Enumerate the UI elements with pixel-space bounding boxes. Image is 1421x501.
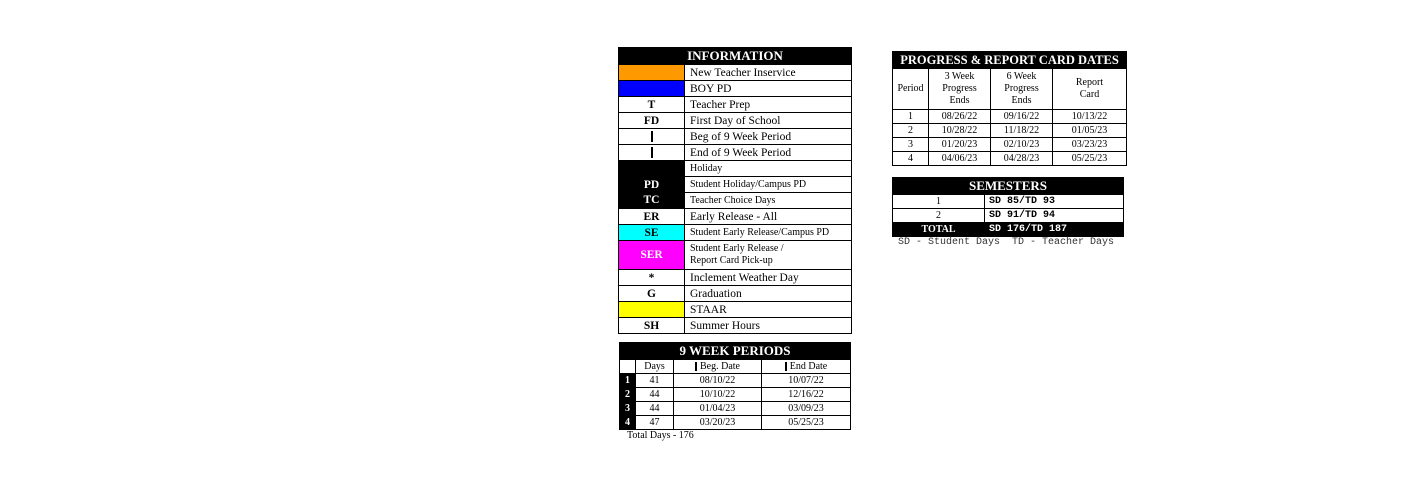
nine-week-title: 9 WEEK PERIODS: [620, 343, 851, 360]
info-code: SER: [619, 241, 685, 270]
nine-week-end-header: [762, 360, 851, 374]
period-beg-date: 01/04/23: [674, 402, 762, 416]
info-row: [619, 81, 852, 97]
period-days: 44: [636, 402, 674, 416]
header-line: Progress: [1004, 83, 1039, 94]
total-days: Total Days - 176: [627, 430, 694, 441]
info-swatch-orange: [619, 65, 685, 81]
info-row: [619, 241, 852, 270]
report-card-date: 01/05/23: [1053, 124, 1127, 138]
progress-report-table: [892, 51, 1127, 166]
info-swatch-yellow: [619, 302, 685, 318]
info-row: [619, 209, 852, 225]
period-number: 2: [620, 388, 636, 402]
semester-total-row: [893, 223, 1124, 237]
period-days: 47: [636, 416, 674, 430]
info-row: [619, 113, 852, 129]
info-row: [619, 270, 852, 286]
info-desc: First Day of School: [685, 113, 852, 129]
info-desc: Inclement Weather Day: [685, 270, 852, 286]
info-swatch-blue: [619, 81, 685, 97]
period-marker-icon: [651, 147, 653, 158]
info-code: TC: [619, 193, 685, 209]
report-card-date: 05/25/23: [1053, 152, 1127, 166]
progress-6week-date: 09/16/22: [991, 110, 1053, 124]
header-line: Ends: [949, 95, 970, 106]
semester-legend: SD - Student Days TD - Teacher Days: [898, 237, 1115, 248]
info-desc: Graduation: [685, 286, 852, 302]
table-row: [893, 195, 1124, 209]
info-desc: Teacher Choice Days: [685, 193, 852, 209]
info-row: [619, 129, 852, 145]
info-code: *: [619, 270, 685, 286]
info-desc: Student Holiday/Campus PD: [685, 177, 852, 193]
header-line: Card: [1079, 89, 1100, 100]
info-swatch-black: [619, 161, 685, 177]
period-end-date: 05/25/23: [762, 416, 851, 430]
progress-3week-date: 01/20/23: [929, 138, 991, 152]
semester-number: 1: [893, 195, 985, 209]
report-card-date: 03/23/23: [1053, 138, 1127, 152]
info-row: [619, 65, 852, 81]
period-marker-icon: [785, 362, 787, 371]
period-beg-date: 03/20/23: [674, 416, 762, 430]
header-line: 6 Week: [1006, 71, 1037, 82]
info-desc: Teacher Prep: [685, 97, 852, 113]
table-row: [893, 110, 1127, 124]
progress-6week-date: 11/18/22: [991, 124, 1053, 138]
nine-week-beg-label: Beg. Date: [700, 361, 740, 372]
nine-week-beg-header: [674, 360, 762, 374]
progress-period: 1: [893, 110, 929, 124]
info-code: [619, 145, 685, 161]
semesters-title: SEMESTERS: [893, 178, 1124, 195]
info-row: [619, 286, 852, 302]
info-desc: BOY PD: [685, 81, 852, 97]
progress-6week-header: [991, 69, 1053, 110]
table-row: [620, 402, 851, 416]
info-row: [619, 145, 852, 161]
info-code: T: [619, 97, 685, 113]
info-code: PD: [619, 177, 685, 193]
period-marker-icon: [695, 362, 697, 371]
info-desc: End of 9 Week Period: [685, 145, 852, 161]
progress-3week-date: 04/06/23: [929, 152, 991, 166]
info-desc: STAAR: [685, 302, 852, 318]
period-number: 3: [620, 402, 636, 416]
nine-week-corner: [620, 360, 636, 374]
info-code: SE: [619, 225, 685, 241]
period-beg-date: 10/10/22: [674, 388, 762, 402]
period-end-date: 12/16/22: [762, 388, 851, 402]
info-desc: Summer Hours: [685, 318, 852, 334]
information-table: [618, 47, 852, 334]
report-card-date: 10/13/22: [1053, 110, 1127, 124]
nine-week-header-row: [620, 360, 851, 374]
info-row: [619, 193, 852, 209]
info-desc: Beg of 9 Week Period: [685, 129, 852, 145]
info-code: ER: [619, 209, 685, 225]
progress-title: PROGRESS & REPORT CARD DATES: [893, 52, 1127, 69]
info-desc: [685, 241, 852, 270]
info-row: [619, 161, 852, 177]
info-row: [619, 177, 852, 193]
nine-week-end-label: End Date: [789, 361, 828, 372]
progress-3week-date: 08/26/22: [929, 110, 991, 124]
header-line: 3 Week: [944, 71, 975, 82]
progress-period: 4: [893, 152, 929, 166]
info-desc-line: Student Early Release /: [690, 243, 784, 254]
table-row: [893, 138, 1127, 152]
period-end-date: 03/09/23: [762, 402, 851, 416]
info-code: FD: [619, 113, 685, 129]
progress-6week-date: 02/10/23: [991, 138, 1053, 152]
nine-week-periods-table: [619, 342, 851, 430]
period-beg-date: 08/10/22: [674, 374, 762, 388]
table-row: [620, 416, 851, 430]
info-row: [619, 225, 852, 241]
information-title: INFORMATION: [619, 48, 852, 65]
nine-week-days-header: Days: [636, 360, 674, 374]
header-line: Ends: [1011, 95, 1032, 106]
period-number: 4: [620, 416, 636, 430]
semester-days: SD 85/TD 93: [985, 195, 1124, 209]
header-line: Report: [1075, 77, 1104, 88]
progress-period-header: Period: [893, 69, 929, 110]
info-row: [619, 318, 852, 334]
period-marker-icon: [651, 131, 653, 142]
info-code: SH: [619, 318, 685, 334]
period-number: 1: [620, 374, 636, 388]
progress-period: 2: [893, 124, 929, 138]
table-row: [893, 152, 1127, 166]
header-line: Progress: [942, 83, 977, 94]
progress-header-row: [893, 69, 1127, 110]
info-row: [619, 97, 852, 113]
semester-total-label: TOTAL: [893, 223, 985, 237]
info-desc: Holiday: [685, 161, 852, 177]
progress-3week-date: 10/28/22: [929, 124, 991, 138]
semesters-table: [892, 177, 1124, 237]
progress-report-card-header: [1053, 69, 1127, 110]
progress-6week-date: 04/28/23: [991, 152, 1053, 166]
period-days: 41: [636, 374, 674, 388]
semester-days: SD 91/TD 94: [985, 209, 1124, 223]
table-row: [620, 388, 851, 402]
progress-period: 3: [893, 138, 929, 152]
period-end-date: 10/07/22: [762, 374, 851, 388]
info-desc: New Teacher Inservice: [685, 65, 852, 81]
table-row: [893, 209, 1124, 223]
info-desc-line: Report Card Pick-up: [690, 255, 773, 266]
table-row: [893, 124, 1127, 138]
info-desc: Early Release - All: [685, 209, 852, 225]
info-code: G: [619, 286, 685, 302]
info-desc: Student Early Release/Campus PD: [685, 225, 852, 241]
info-row: [619, 302, 852, 318]
info-code: [619, 129, 685, 145]
semester-number: 2: [893, 209, 985, 223]
table-row: [620, 374, 851, 388]
progress-3week-header: [929, 69, 991, 110]
semester-total-value: SD 176/TD 187: [985, 223, 1124, 237]
period-days: 44: [636, 388, 674, 402]
